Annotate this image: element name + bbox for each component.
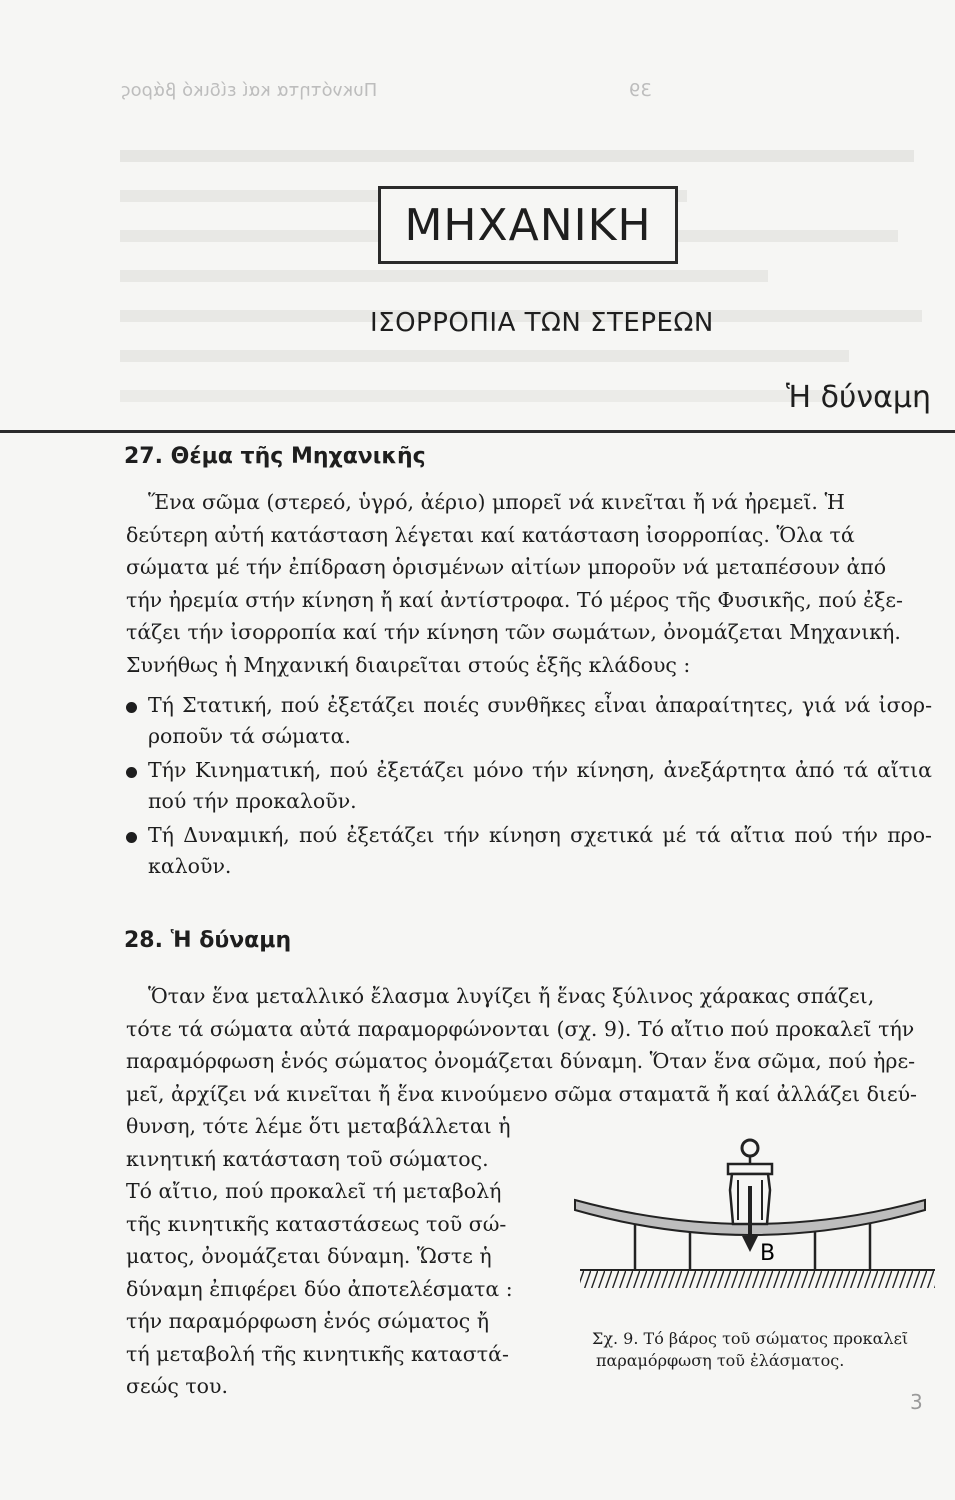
section-28-body-narrow [126, 1110, 526, 1403]
section-27-heading: 27. Θέμα τῆς Μηχανικῆς [124, 444, 426, 469]
force-label: B [760, 1241, 776, 1266]
text-line: τήν παραμόρφωση ἑνός σώματος ἤ [126, 1309, 490, 1333]
section-28-body-full [126, 980, 932, 1110]
text-line: τή μεταβολή τῆς κινητικῆς καταστά- [126, 1341, 509, 1366]
force-arrow-head [742, 1236, 758, 1252]
text-line: παραμόρφωση ἑνός σώματος ὀνομάζεται δύναμη. Ὅταν ἕνα σῶμα, πού ἠρε- [126, 1049, 916, 1073]
caption-line: Σχ. 9. Τό βάρος τοῦ σώματος προκαλεῖ [592, 1329, 909, 1348]
text-line: τῆς κινητικῆς καταστάσεως τοῦ σώ- [126, 1211, 507, 1236]
bleed-page-number: 39 [628, 80, 652, 101]
caption-line: παραμόρφωση τοῦ ἐλάσματος. [596, 1351, 845, 1370]
list-item-text: Τήν Κινηματική, πού ἐξετάζει μόνο τήν κίνηση, ἀνεξάρτητα ἀπό τά αἴτια πού τήν προκαλοῦν. [148, 758, 932, 813]
text-line: Ἕνα σῶμα (στερεό, ὑγρό, ἀέριο) μπορεῖ νά κινεῖται ἤ νά ἠρεμεῖ. Ἡ [148, 490, 845, 514]
text-line: κινητική κατάσταση τοῦ σώματος. [126, 1146, 489, 1171]
text-line: δύναμη ἐπιφέρει δύο ἀποτελέσματα : [126, 1276, 513, 1301]
page-number: 3 [910, 1390, 923, 1414]
bullet-icon [126, 832, 137, 843]
list-item [126, 755, 932, 817]
chapter-subtitle: ΙΣΟΡΡΟΠΙΑ ΤΩΝ ΣΤΕΡΕΩΝ [370, 308, 714, 338]
chapter-title: ΜΗΧΑΝΙΚΗ [404, 199, 652, 251]
text-line: δεύτερη αὐτή κατάσταση λέγεται καί κατάσταση ἰσορροπίας. Ὅλα τά [126, 522, 855, 547]
text-line: ματος, ὀνομάζεται δύναμη. Ὥστε ἡ [126, 1244, 492, 1268]
text-line: τήν ἠρεμία στήν κίνηση ἤ καί ἀντίστροφα. Τό μέρος τῆς Φυσικῆς, πού ἐξε- [126, 587, 903, 612]
list-item-text: Τή Δυναμική, πού ἐξετάζει τήν κίνηση σχετικά μέ τά αἴτια πού τήν προ-καλοῦν. [148, 823, 932, 878]
text-line: σεώς του. [126, 1374, 228, 1398]
text-line: Ὅταν ἕνα μεταλλικό ἔλασμα λυγίζει ἤ ἕνας ξύλινος χάρακας σπάζει, [148, 984, 875, 1008]
text-line: θυνση, τότε λέμε ὅτι μεταβάλλεται ἡ [126, 1114, 511, 1138]
bleed-through-header [120, 80, 652, 101]
section-27-body [126, 486, 932, 681]
list-item [126, 690, 932, 752]
list-item [126, 820, 932, 882]
list-item-text: Τή Στατική, πού ἐξετάζει ποιές συνθῆκες εἶναι ἀπαραίτητες, γιά νά ἰσορ-ροποῦν τά σώματα. [148, 693, 932, 748]
text-line: τάζει τήν ἰσορροπία καί τήν κίνηση τῶν σωμάτων, ὀνομάζεται Μηχανική. [126, 620, 901, 644]
figure-9-caption [592, 1328, 937, 1372]
text-line: σώματα μέ τήν ἐπίδραση ὁρισμένων αἰτίων μποροῦν νά μεταπέσουν ἀπό [126, 555, 887, 579]
text-line: Τό αἴτιο, πού προκαλεῖ τή μεταβολή [126, 1179, 502, 1203]
text-line: Συνήθως ἡ Μηχανική διαιρεῖται στούς ἑξῆς κλάδους : [126, 652, 691, 677]
header-rule [0, 430, 955, 433]
chapter-title-box [378, 186, 678, 264]
bullet-icon [126, 702, 137, 713]
ground-hatching [580, 1270, 935, 1288]
bullet-icon [126, 767, 137, 778]
text-line: τότε τά σώματα αὐτά παραμορφώνονται (σχ. 9). Τό αἴτιο πού προκαλεῖ τήν [126, 1016, 915, 1041]
branch-list [126, 690, 932, 885]
text-line: μεῖ, ἀρχίζει νά κινεῖται ἤ ἕνα κινούμενο σῶμα σταματᾶ ἤ καί ἀλλάζει διεύ- [126, 1081, 917, 1106]
figure-9-illustration [570, 1130, 940, 1300]
bleed-header-text: Πυκνότητα καί είδικό βάρος [120, 80, 378, 101]
section-28-heading: 28. Ἡ δύναμη [124, 928, 292, 953]
running-head: Ἡ δύναμη [786, 380, 931, 415]
